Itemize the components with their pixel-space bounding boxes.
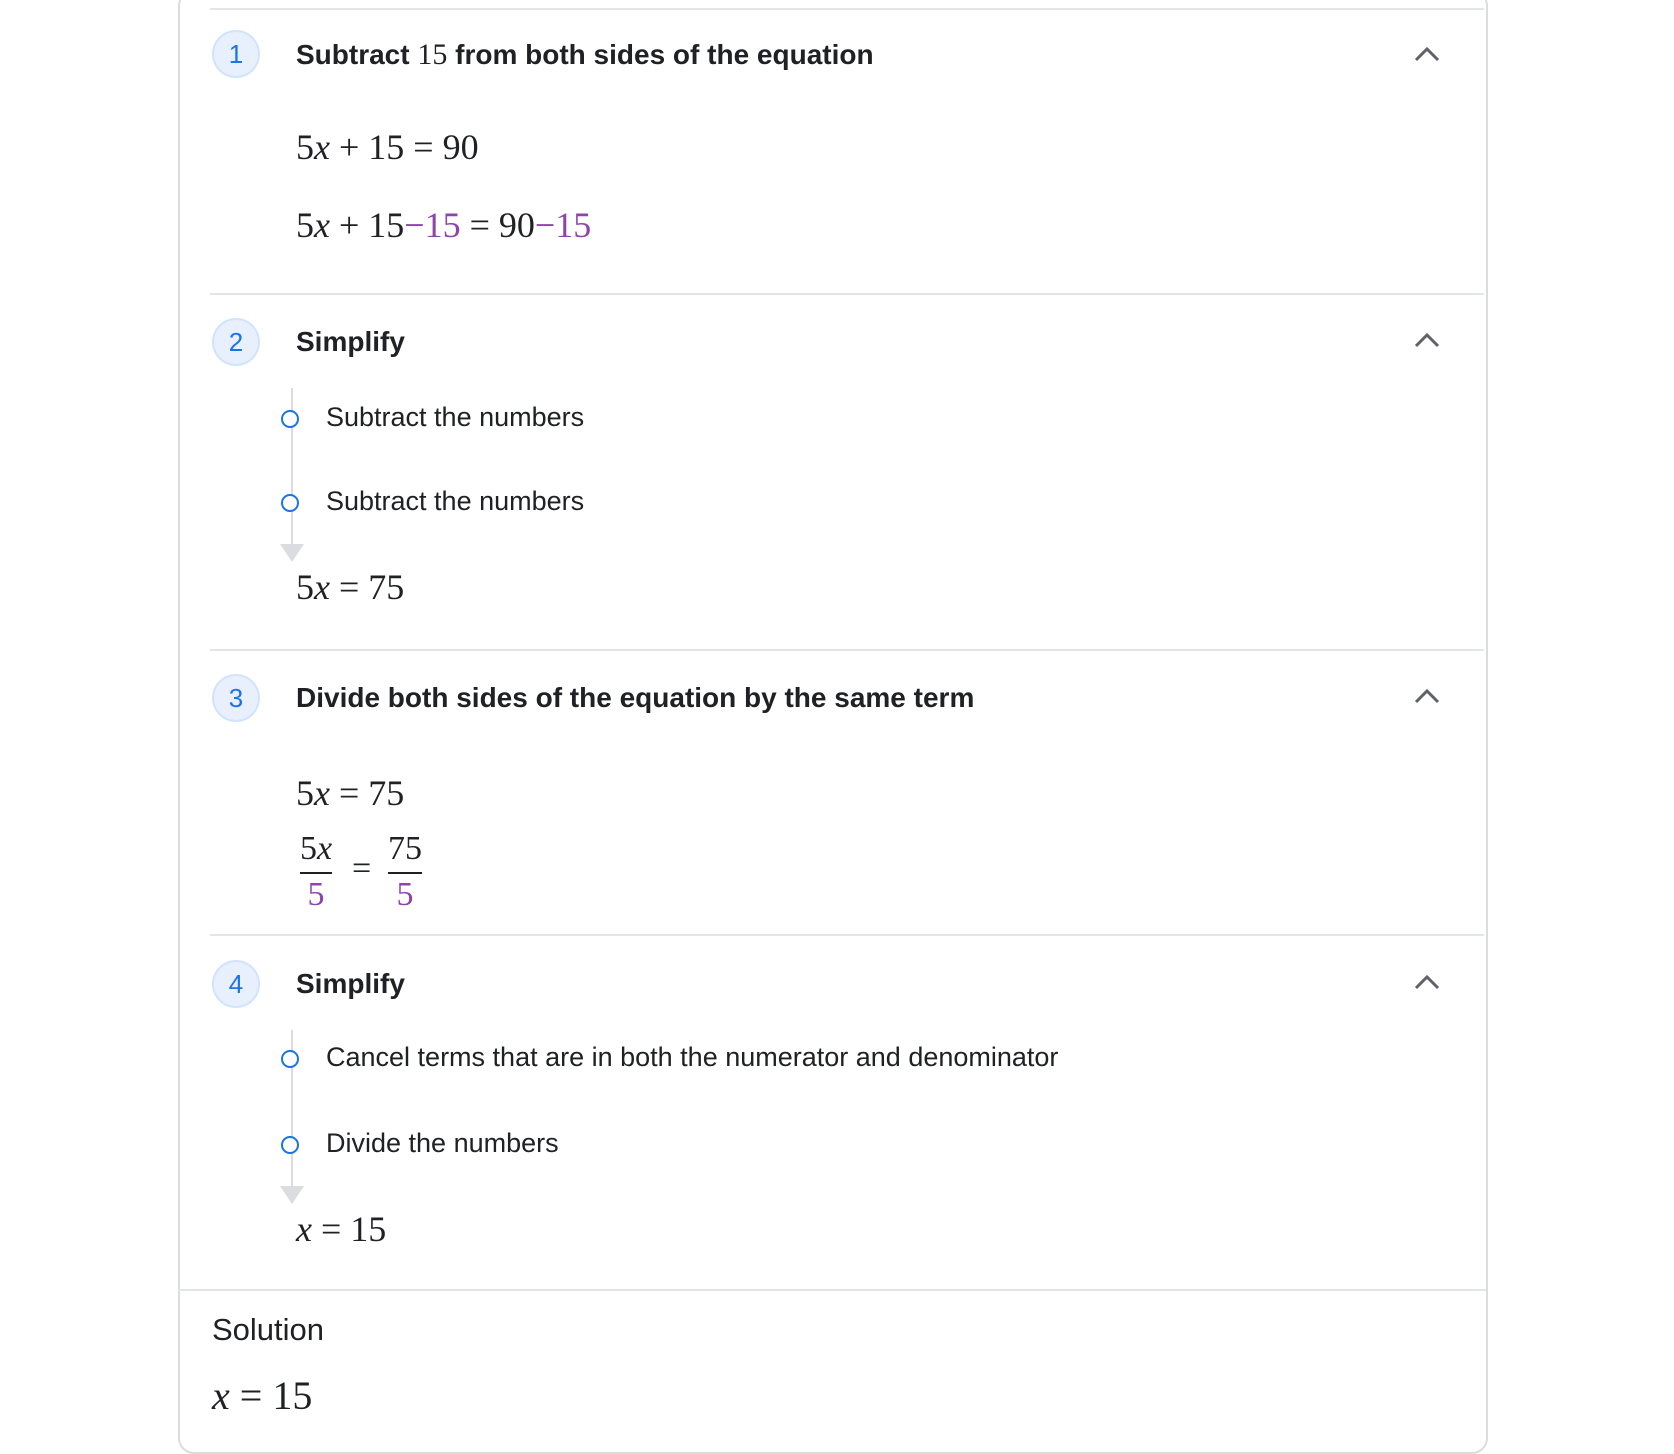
fraction-right: 75 5	[388, 830, 422, 913]
substep-dot	[281, 494, 299, 512]
down-arrow-icon	[280, 1186, 304, 1204]
divider	[210, 934, 1484, 936]
chevron-up-icon[interactable]	[1412, 44, 1442, 64]
solution-equation: x = 15	[212, 1373, 313, 1418]
step-title-number: 15	[417, 38, 448, 71]
step-number: 3	[212, 674, 260, 722]
step-title: Divide both sides of the equation by the same term	[296, 682, 975, 713]
chevron-up-icon[interactable]	[1412, 686, 1442, 706]
substep-text[interactable]: Cancel terms that are in both the numerator and denominator	[326, 1042, 1059, 1072]
substep-dot	[281, 1050, 299, 1068]
step-title: Simplify	[296, 968, 405, 999]
divider	[210, 293, 1484, 295]
substep-text[interactable]: Divide the numbers	[326, 1128, 559, 1158]
equation-line: 5x = 75	[296, 773, 405, 813]
down-arrow-icon	[280, 544, 304, 562]
fraction-equation: 5x 5 = 75 5	[300, 830, 422, 913]
fraction-left: 5x 5	[300, 830, 333, 913]
divider	[210, 649, 1484, 651]
substep-text[interactable]: Subtract the numbers	[326, 402, 585, 432]
step-number: 2	[212, 318, 260, 366]
equation-line: 5x + 15−15 = 90−15	[296, 205, 592, 245]
equation-line: 5x + 15 = 90	[296, 127, 479, 167]
step-title: Simplify	[296, 326, 405, 357]
step-number: 1	[212, 30, 260, 78]
equation-result: x = 15	[296, 1209, 387, 1249]
substep-dot	[281, 1136, 299, 1154]
substep-text[interactable]: Subtract the numbers	[326, 486, 585, 516]
step-title	[296, 38, 874, 72]
substep-dot	[281, 410, 299, 428]
step-number: 4	[212, 960, 260, 1008]
divider	[178, 1289, 1486, 1291]
solution-label: Solution	[212, 1312, 325, 1347]
step-title-prefix: Subtract	[296, 39, 410, 70]
chevron-up-icon[interactable]	[1412, 330, 1442, 350]
divider	[210, 8, 1484, 10]
chevron-up-icon[interactable]	[1412, 972, 1442, 992]
equation-result: 5x = 75	[296, 567, 405, 607]
step-title-suffix: from both sides of the equation	[455, 39, 874, 70]
